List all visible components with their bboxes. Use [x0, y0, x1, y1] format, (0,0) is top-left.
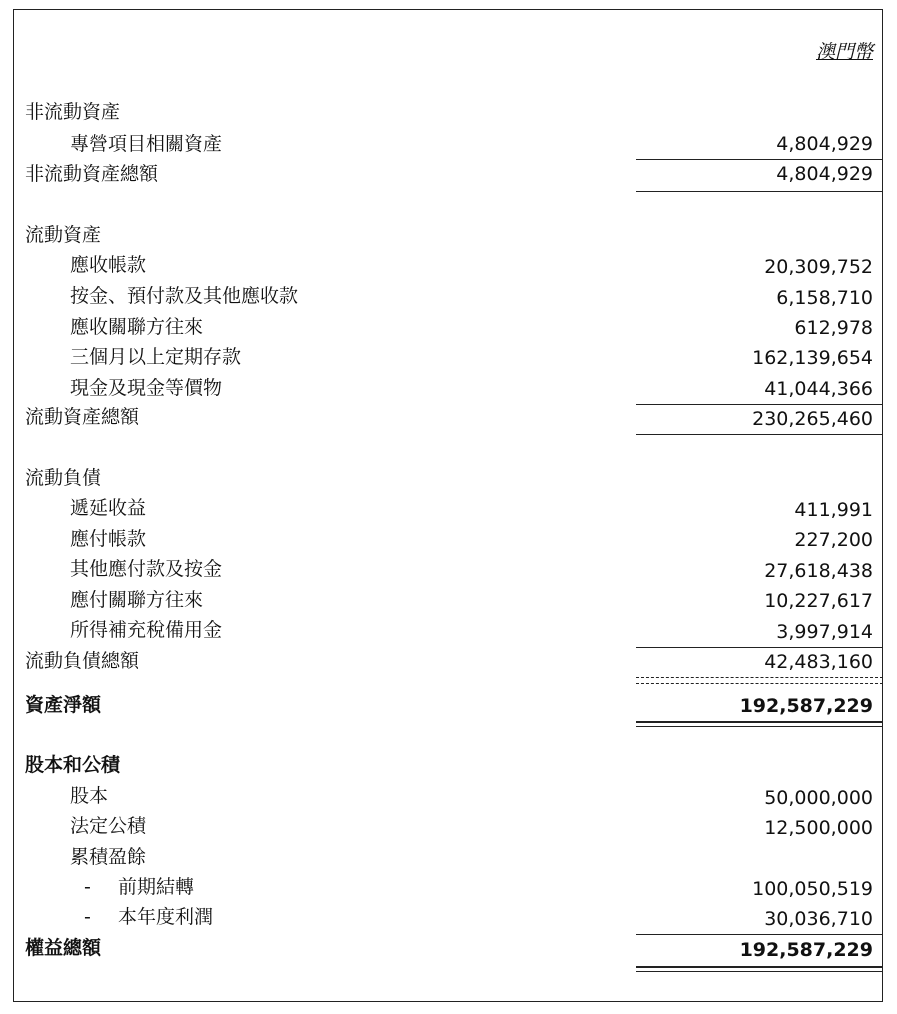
non-current-assets-total-label: 非流動資產總額 [25, 163, 159, 185]
total-rule [636, 191, 883, 192]
line-item-label: 所得補充稅備用金 [70, 619, 223, 641]
current-assets-total-label: 流動資產總額 [25, 406, 140, 428]
line-item-label: 遞延收益 [70, 497, 147, 519]
subtotal-rule [636, 404, 883, 405]
line-item-label: 應付關聯方往來 [70, 589, 204, 611]
line-item-label: 現金及現金等價物 [70, 377, 223, 399]
double-rule-top [636, 721, 883, 723]
net-assets-label: 資產淨額 [25, 694, 102, 716]
line-item-label: 應收關聯方往來 [70, 316, 204, 338]
subtotal-rule [636, 159, 883, 160]
line-item-value: 41,044,366 [764, 378, 873, 400]
total-rule [636, 434, 883, 435]
line-item-label: 股本 [70, 785, 109, 807]
bullet-dash: - [84, 906, 91, 928]
line-item-label: 專營項目相關資產 [70, 133, 223, 155]
equity-total-value: 192,587,229 [739, 939, 873, 961]
equity-total-label: 權益總額 [25, 937, 102, 959]
current-liabilities-total-label: 流動負債總額 [25, 650, 140, 672]
line-item-label: 應收帳款 [70, 254, 147, 276]
line-item-label: 三個月以上定期存款 [70, 346, 242, 368]
line-item-value: 10,227,617 [764, 590, 873, 612]
double-rule-bottom [636, 726, 883, 727]
subtotal-rule [636, 647, 883, 648]
double-rule-bottom [636, 971, 883, 972]
subtotal-rule [636, 934, 883, 935]
line-item-value: 227,200 [794, 529, 873, 551]
line-item-label: 按金、預付款及其他應收款 [70, 285, 299, 307]
current-liabilities-total-value: 42,483,160 [764, 651, 873, 673]
line-item-value: 27,618,438 [764, 560, 873, 582]
double-rule-top [636, 966, 883, 968]
line-item-value: 162,139,654 [752, 347, 873, 369]
line-item-value: 4,804,929 [776, 133, 873, 155]
line-item-label: 本年度利潤 [118, 906, 214, 928]
line-item-value: 20,309,752 [764, 256, 873, 278]
net-assets-value: 192,587,229 [739, 695, 873, 717]
line-item-value: 6,158,710 [776, 287, 873, 309]
line-item-value: 50,000,000 [764, 787, 873, 809]
bullet-dash: - [84, 876, 91, 898]
line-item-label: 法定公積 [70, 815, 147, 837]
non-current-assets-heading: 非流動資產 [25, 101, 121, 123]
current-liabilities-heading: 流動負債 [25, 467, 102, 489]
line-item-value: 100,050,519 [752, 878, 873, 900]
retained-earnings-label: 累積盈餘 [70, 846, 147, 868]
equity-heading: 股本和公積 [25, 754, 121, 776]
dashed-rule [636, 677, 883, 678]
current-assets-heading: 流動資產 [25, 224, 102, 246]
line-item-value: 12,500,000 [764, 817, 873, 839]
currency-label: 澳門幣 [815, 41, 873, 63]
non-current-assets-total-value: 4,804,929 [776, 163, 873, 185]
dashed-rule [636, 683, 883, 684]
line-item-label: 應付帳款 [70, 528, 147, 550]
line-item-value: 411,991 [794, 499, 873, 521]
line-item-value: 612,978 [794, 317, 873, 339]
current-assets-total-value: 230,265,460 [752, 408, 873, 430]
line-item-label: 其他應付款及按金 [70, 558, 223, 580]
line-item-value: 30,036,710 [764, 908, 873, 930]
line-item-value: 3,997,914 [776, 621, 873, 643]
line-item-label: 前期結轉 [118, 876, 195, 898]
